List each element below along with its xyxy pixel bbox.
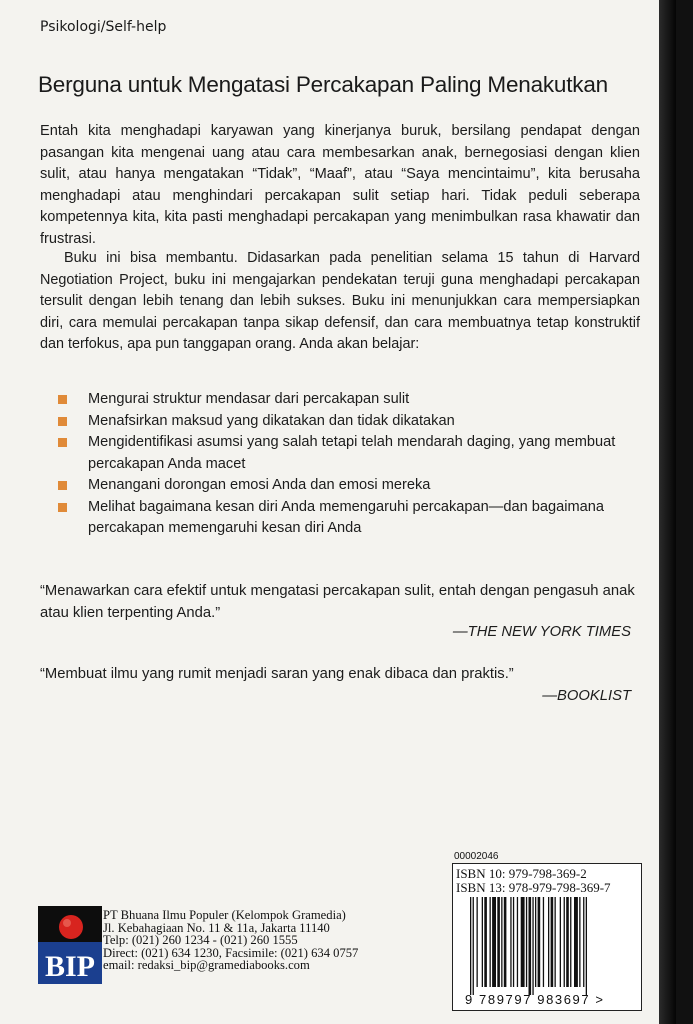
list-item-text: Melihat bagaimana kesan diri Anda memengaruhi percakapan—dan bagaimana percakapan memengaruhi kesan diri Anda xyxy=(88,498,604,536)
headline: Berguna untuk Mengatasi Percakapan Paling Menakutkan xyxy=(38,72,608,97)
list-item xyxy=(40,475,640,497)
square-bullet-icon xyxy=(58,395,67,404)
publisher-fax: Direct: (021) 634 1230, Facsimile: (021) 634 0757 xyxy=(103,945,359,960)
list-item-text: Menangani dorongan emosi Anda dan emosi mereka xyxy=(88,477,431,493)
publisher-info xyxy=(103,909,358,972)
list-item xyxy=(40,411,640,433)
list-item xyxy=(40,432,640,475)
intro-paragraph-2: Buku ini bisa membantu. Didasarkan pada penelitian selama 15 tahun di Harvard Negotiation Project, buku ini mengajarkan pendekatan teruji guna menghadapi percakapan tersulit dengan lebih tenang dan lebih sukses. Buku ini menunjukkan cara mempersiapkan diri, cara memulai percakapan tanpa sikap defensif, dan cara membuatnya tetap konstruktif dan terfokus, apa pun tanggapan orang. Anda akan belajar: xyxy=(40,250,640,352)
item-code: 00002046 xyxy=(454,851,499,862)
intro-paragraph-1: Entah kita menghadapi karyawan yang kinerjanya buruk, bersilang pendapat dengan pasangan kita mengenai uang atau cara membesarkan anak, bernegosiasi dengan klien sulit, atau hanya mengatakan “Tidak”, “Maaf”, atau “Saya mencintaimu”, kita berusaha menghadapi atau menghindari percakapan sulit setiap hari. Tidak peduli seberapa kompetennya kita, kita pasti menghadapi percakapan yang menimbulkan rasa khawatir dan frustrasi. xyxy=(40,123,640,247)
review-source-1: —THE NEW YORK TIMES xyxy=(452,624,631,640)
logo-text: BIP xyxy=(44,950,96,983)
list-item-text: Mengurai struktur mendasar dari percakapan sulit xyxy=(88,391,410,407)
review-quote-1: “Menawarkan cara efektif untuk mengatasi percakapan sulit, entah dengan pengasuh anak atau klien terpenting Anda.” xyxy=(40,583,635,621)
list-item-text: Mengidentifikasi asumsi yang salah tetapi telah mendarah daging, yang membuat percakapan Anda macet xyxy=(88,434,616,472)
publisher-email: email: redaksi_bip@gramediabooks.com xyxy=(103,958,310,973)
square-bullet-icon xyxy=(58,481,67,490)
isbn-13: ISBN 13: 978-979-798-369-7 xyxy=(456,880,611,895)
list-item xyxy=(40,497,640,540)
barcode-icon xyxy=(468,897,636,995)
publisher-name: PT Bhuana Ilmu Populer (Kelompok Gramedia) xyxy=(103,908,346,922)
page-edge-shadow xyxy=(659,0,676,1024)
square-bullet-icon xyxy=(58,438,67,447)
list-item xyxy=(40,389,640,411)
publisher-address: Jl. Kebahagiaan No. 11 & 11a, Jakarta 11140 xyxy=(103,920,330,935)
isbn-10: ISBN 10: 979-798-369-2 xyxy=(456,866,587,881)
square-bullet-icon xyxy=(58,417,67,426)
category-label: Psikologi/Self-help xyxy=(40,19,167,35)
barcode-digits: 9 789797 983697 > xyxy=(465,992,605,1007)
review-source-2: —BOOKLIST xyxy=(542,688,631,704)
square-bullet-icon xyxy=(58,503,67,512)
isbn-block xyxy=(452,863,642,1011)
publisher-logo xyxy=(38,906,102,984)
review-quote-2: “Membuat ilmu yang rumit menjadi saran yang enak dibaca dan praktis.” xyxy=(40,666,514,682)
list-item-text: Menafsirkan maksud yang dikatakan dan tidak dikatakan xyxy=(88,412,455,429)
learning-list xyxy=(40,389,640,540)
publisher-phone: Telp: (021) 260 1234 - (021) 260 1555 xyxy=(103,933,298,948)
